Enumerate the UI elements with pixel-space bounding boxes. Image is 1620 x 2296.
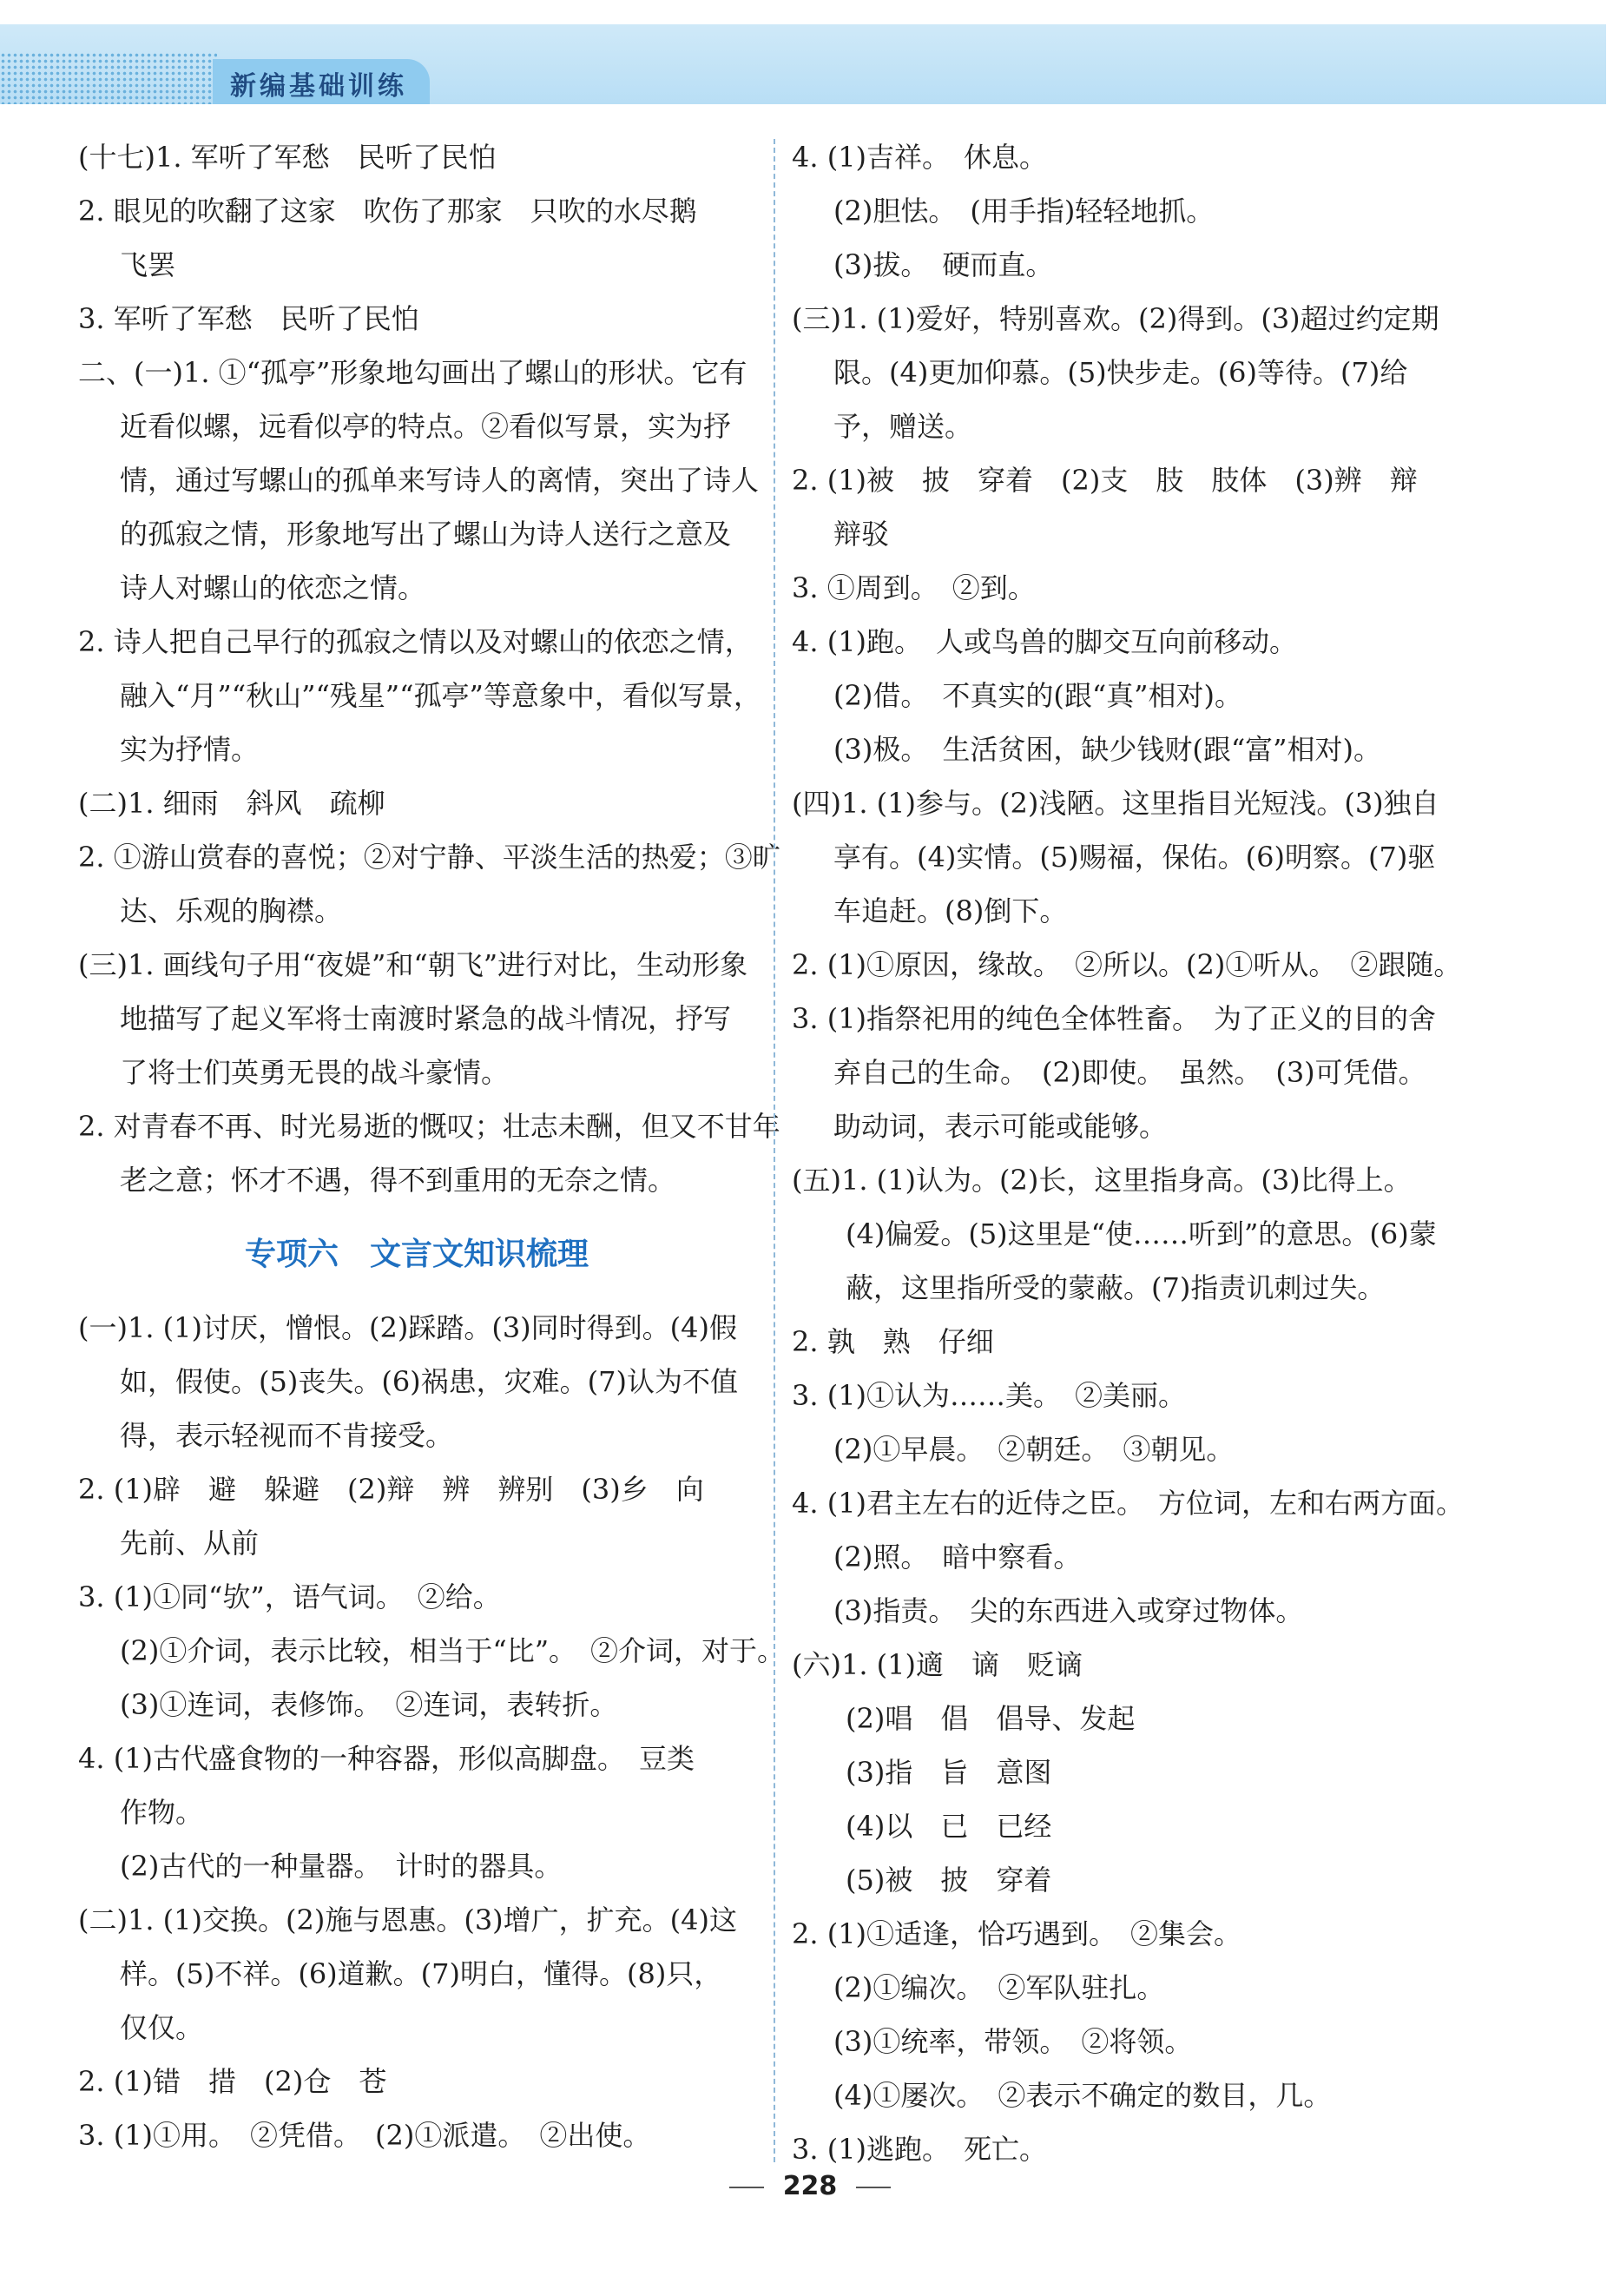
text-line: 弃自己的生命。 (2)即使。 虽然。 (3)可凭借。	[833, 1056, 1426, 1089]
text-line: (一)1. (1)讨厌，憎恨。(2)踩踏。(3)同时得到。(4)假	[78, 1311, 737, 1344]
text-line: (二)1. 细雨 斜风 疏柳	[78, 787, 385, 820]
text-line: 2. ①游山赏春的喜悦；②对宁静、平淡生活的热爱；③旷	[78, 841, 780, 874]
text-line: (3)拔。 硬而直。	[833, 248, 1054, 281]
text-line: 地描写了起义军将士南渡时紧急的战斗情况，抒写	[120, 1002, 732, 1035]
text-line: 2. (1)被 披 穿着 (2)支 肢 肢体 (3)辨 辩	[792, 464, 1418, 497]
text-line: (2)①编次。 ②军队驻扎。	[833, 1971, 1165, 2004]
text-line: 先前、从前	[120, 1527, 260, 1560]
column-divider	[774, 139, 775, 2162]
right-column	[792, 130, 1478, 2176]
text-line: 3. (1)①认为……美。 ②美丽。	[792, 1379, 1187, 1412]
right-lines	[792, 130, 1478, 2176]
text-line: 仅仅。	[120, 2011, 204, 2044]
text-line: 老之意；怀才不遇，得不到重用的无奈之情。	[120, 1164, 676, 1197]
text-line: (三)1. 画线句子用“夜媞”和“朝飞”进行对比，生动形象	[78, 948, 748, 981]
text-line: 3. (1)①同“欤”，语气词。 ②给。	[78, 1580, 501, 1613]
left-lines-before	[78, 130, 780, 1207]
text-line: 融入“月”“秋山”“残星”“孤亭”等意象中，看似写景，	[120, 679, 761, 712]
text-line: (2)古代的一种量器。 计时的器具。	[120, 1850, 563, 1883]
section-title: 专项六 文言文知识梳理	[244, 1236, 589, 1272]
text-line: (十七)1. 军听了军愁 民听了民怕	[78, 141, 497, 174]
text-line: 2. 诗人把自己早行的孤寂之情以及对螺山的依恋之情，	[78, 625, 753, 658]
header-dot-pattern	[0, 52, 217, 104]
left-column	[78, 130, 786, 2162]
text-line: 2. (1)①适逢，恰巧遇到。 ②集会。	[792, 1917, 1242, 1950]
text-line: 2. 对青春不再、时光易逝的慨叹；壮志未酬，但又不甘年	[78, 1110, 780, 1143]
text-line: 车追赶。(8)倒下。	[833, 894, 1068, 927]
text-line: 4. (1)跑。 人或鸟兽的脚交互向前移动。	[792, 625, 1298, 658]
text-line: 4. (1)吉祥。 休息。	[792, 141, 1048, 174]
text-line: 如，假使。(5)丧失。(6)祸患，灾难。(7)认为不值	[120, 1365, 738, 1398]
text-line: 4. (1)君主左右的近侍之臣。 方位词，左和右两方面。	[792, 1487, 1465, 1520]
text-line: 助动词，表示可能或能够。	[833, 1110, 1168, 1143]
text-line: (4)偏爱。(5)这里是“使……听到”的意思。(6)蒙	[846, 1217, 1437, 1250]
text-line: 达、乐观的胸襟。	[120, 894, 343, 927]
text-line: (六)1. (1)適 谪 贬谪	[792, 1648, 1083, 1681]
page-footer	[0, 2171, 1620, 2201]
text-line: 了将士们英勇无畏的战斗豪情。	[120, 1056, 510, 1089]
text-line: 近看似螺，远看似亭的特点。②看似写景，实为抒	[120, 410, 732, 443]
text-line: 二、(一)1. ①“孤亭”形象地勾画出了螺山的形状。它有	[78, 356, 747, 389]
text-line: (3)极。 生活贫困，缺少钱财(跟“富”相对)。	[833, 733, 1382, 766]
text-line: (2)胆怯。 (用手指)轻轻地抓。	[833, 195, 1215, 228]
text-line: 2. (1)错 措 (2)仓 苍	[78, 2065, 387, 2098]
text-line: 得，表示轻视而不肯接受。	[120, 1419, 454, 1452]
text-line: 飞罢	[120, 248, 176, 281]
text-line: 的孤寂之情，形象地写出了螺山为诗人送行之意及	[120, 518, 732, 551]
text-line: 2. (1)辟 避 躲避 (2)辩 辨 辨别 (3)乡 向	[78, 1473, 704, 1506]
text-line: (5)被 披 穿着	[846, 1864, 1052, 1897]
text-line: (2)唱 倡 倡导、发起	[846, 1702, 1136, 1735]
text-line: 样。(5)不祥。(6)道歉。(7)明白，懂得。(8)只，	[120, 1957, 722, 1990]
text-line: (三)1. (1)爱好，特别喜欢。(2)得到。(3)超过约定期	[792, 302, 1439, 335]
text-line: (3)①连词，表修饰。 ②连词，表转折。	[120, 1688, 618, 1721]
text-line: 4. (1)古代盛食物的一种容器，形似高脚盘。 豆类	[78, 1742, 695, 1775]
text-line: 享有。(4)实情。(5)赐福，保佑。(6)明察。(7)驱	[833, 841, 1436, 874]
left-lines-after	[78, 1301, 786, 2162]
text-line: (二)1. (1)交换。(2)施与恩惠。(3)增广，扩充。(4)这	[78, 1903, 737, 1936]
text-line: (2)①早晨。 ②朝廷。 ③朝见。	[833, 1433, 1235, 1466]
text-line: (3)①统率，带领。 ②将领。	[833, 2025, 1193, 2058]
text-line: 3. 军听了军愁 民听了民怕	[78, 302, 419, 335]
text-line: 诗人对螺山的依恋之情。	[120, 571, 426, 604]
text-line: 3. (1)指祭祀用的纯色全体牲畜。 为了正义的目的舍	[792, 1002, 1437, 1035]
text-line: (2)照。 暗中察看。	[833, 1541, 1082, 1574]
text-line: 蔽，这里指所受的蒙蔽。(7)指责讥刺过失。	[846, 1271, 1386, 1304]
text-line: 3. (1)①用。 ②凭借。 (2)①派遣。 ②出使。	[78, 2119, 651, 2152]
text-line: 2. 孰 熟 仔细	[792, 1325, 994, 1358]
text-line: (四)1. (1)参与。(2)浅陋。这里指目光短浅。(3)独自	[792, 787, 1439, 820]
series-title: 新编基础训练	[230, 71, 407, 102]
text-line: 实为抒情。	[120, 733, 260, 766]
footer-rule-left	[729, 2187, 764, 2188]
text-line: 3. (1)逃跑。 死亡。	[792, 2133, 1048, 2166]
text-line: 予，赠送。	[833, 410, 973, 443]
text-line: (4)①屡次。 ②表示不确定的数目，几。	[833, 2079, 1332, 2112]
text-line: (五)1. (1)认为。(2)长，这里指身高。(3)比得上。	[792, 1164, 1412, 1197]
text-line: 限。(4)更加仰慕。(5)快步走。(6)等待。(7)给	[833, 356, 1408, 389]
text-line: 情，通过写螺山的孤单来写诗人的离情，突出了诗人	[120, 464, 760, 497]
text-line: 2. 眼见的吹翻了这家 吹伤了那家 只吹的水尽鹅	[78, 195, 697, 228]
text-line: (2)借。 不真实的(跟“真”相对)。	[833, 679, 1243, 712]
footer-rule-right	[856, 2187, 891, 2188]
text-line: (3)指 旨 意图	[846, 1756, 1052, 1789]
text-line: 作物。	[120, 1796, 204, 1829]
text-line: 3. ①周到。 ②到。	[792, 571, 1036, 604]
text-line: 辩驳	[833, 518, 890, 551]
text-line: (2)①介词，表示比较，相当于“比”。 ②介词，对于。	[120, 1634, 786, 1667]
text-line: (4)以 已 已经	[846, 1810, 1052, 1843]
page-number: 228	[782, 2171, 838, 2201]
text-line: (3)指责。 尖的东西进入或穿过物体。	[833, 1594, 1304, 1627]
text-line: 2. (1)①原因，缘故。 ②所以。(2)①听从。 ②跟随。	[792, 948, 1462, 981]
